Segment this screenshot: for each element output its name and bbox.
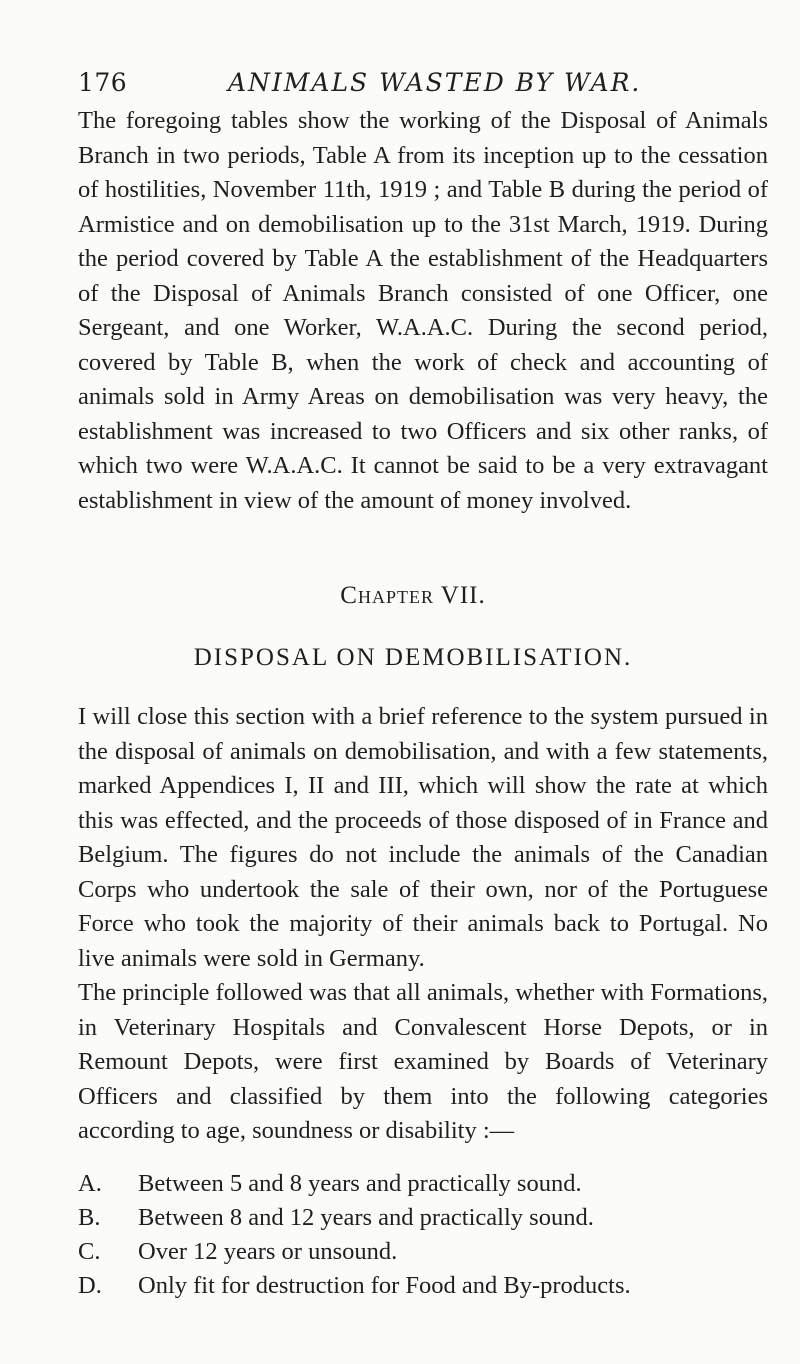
chapter-label: Chapter VII. [340,582,486,609]
category-letter: D. [78,1271,102,1299]
category-item [78,1167,768,1201]
category-letter: A. [78,1169,102,1197]
category-text: Only fit for destruction for Food and By-products. [138,1271,631,1299]
category-text: Between 8 and 12 years and practically sound. [138,1203,594,1231]
body-paragraph: The principle followed was that all animals, whether with Formations, in Veterinary Hospitals and Convalescent Horse Depots, or in Remount Depots, were first examined by Boards of Veterinary Officers and classified by them into the following categories according to age, soundness or disability :— [78,979,768,1144]
category-letter: B. [78,1203,101,1231]
category-item [78,1201,768,1235]
intro-paragraph: The foregoing tables show the working of the Disposal of Animals Branch in two periods, Table A from its inception up to the cessation of hostilities, November 11th, 1919 ; and Table B during the period of Armistice and on demobilisation up to the 31st March, 1919. During the period covered by Table A the establishment of the Headquarters of the Disposal of Animals Branch consisted of one Officer, one Sergeant, and one Worker, W.A.A.C. During the second period, covered by Table B, when the work of check and accounting of animals sold in Army Areas on demobilisation was very heavy, the establishment was increased to two Officers and six other ranks, of which two were W.A.A.C. It cannot be said to be a very extravagant establishment in view of the amount of money involved. [78,107,768,514]
page-number: 176 [78,68,128,97]
category-item [78,1235,768,1269]
category-list [78,1167,768,1303]
chapter-title: DISPOSAL ON DEMOBILISATION. [193,644,633,671]
category-item [78,1269,768,1303]
body-paragraph: I will close this section with a brief reference to the system pursued in the disposal of animals on demobilisation, and with a few statements, marked Appendices I, II and III, which will show the rate at which this was effected, and the proceeds of those disposed of in France and Belgium. The figures do not include the animals of the Canadian Corps who undertook the sale of their own, nor of the Portuguese Force who took the majority of their animals back to Portugal. No live animals were sold in Germany. [78,703,768,972]
category-text: Between 5 and 8 years and practically sound. [138,1169,582,1197]
book-page [78,68,768,1303]
running-head: ANIMALS WASTED BY WAR. [228,68,642,97]
page-header [78,68,768,104]
category-letter: C. [78,1237,101,1265]
category-text: Over 12 years or unsound. [138,1237,398,1265]
